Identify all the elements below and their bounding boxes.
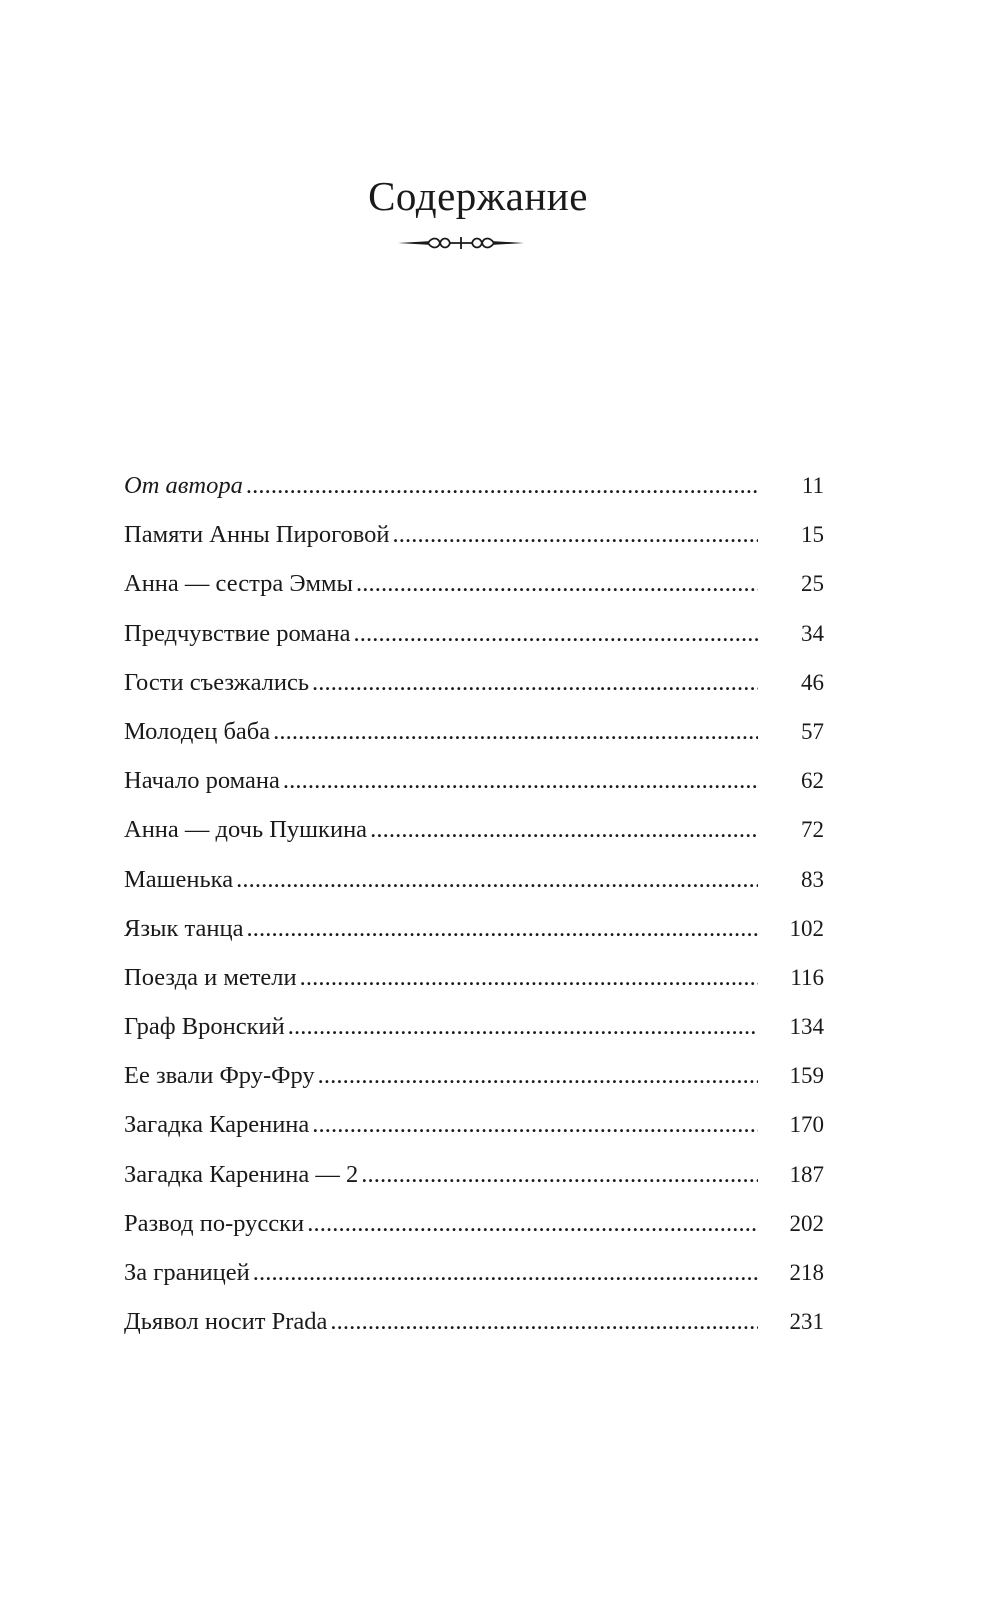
toc-entry-title: Загадка Каренина: [124, 1111, 310, 1139]
dot-leader: [304, 1206, 758, 1242]
dot-leader: [297, 960, 758, 996]
toc-entry: [124, 1009, 824, 1058]
dot-leader: [327, 1304, 758, 1340]
dot-leader: [358, 1157, 758, 1193]
toc-entry-title: Анна — дочь Пушкина: [124, 816, 368, 844]
toc-entry: [124, 1255, 824, 1304]
toc-entry-title: Загадка Каренина — 2: [124, 1160, 359, 1188]
dot-leader: [250, 1255, 758, 1291]
toc-entry-title: Машенька: [124, 865, 234, 893]
toc-entry-title: Граф Вронский: [124, 1013, 285, 1041]
toc-page-number: 170: [789, 1112, 824, 1138]
toc-entry-title: Начало романа: [124, 767, 280, 795]
toc-page-number: 34: [801, 620, 824, 646]
toc-page-number: 134: [789, 1014, 824, 1040]
dot-leader: [244, 911, 759, 947]
dot-leader: [353, 566, 758, 602]
toc-entry-title: Предчувствие романа: [124, 619, 351, 647]
toc-entry: [124, 714, 824, 763]
dot-leader: [309, 1107, 758, 1143]
toc-page-number: 72: [801, 817, 824, 843]
dot-leader: [285, 1009, 758, 1045]
toc-page-number: 46: [801, 669, 824, 695]
toc-entry-title: Поезда и метели: [124, 963, 297, 991]
toc-entry: [124, 517, 824, 566]
toc-entry-title: Гости съезжались: [124, 668, 310, 696]
toc-page-number: 159: [789, 1063, 824, 1089]
toc-entry-title: Ее звали Фру-Фру: [124, 1062, 315, 1090]
dot-leader: [315, 1058, 758, 1094]
toc-entry-title: Язык танца: [124, 914, 244, 942]
dot-leader: [233, 862, 758, 898]
toc-entry-title: Дьявол носит Prada: [124, 1308, 328, 1336]
toc-entry: [124, 1157, 824, 1206]
toc-entry: [124, 665, 824, 714]
toc-entry: [124, 862, 824, 911]
toc-page-number: 57: [801, 718, 824, 744]
toc-page-number: 218: [789, 1260, 824, 1285]
dot-leader: [390, 517, 758, 553]
toc-entry: [124, 468, 824, 517]
toc-page-number: 202: [789, 1210, 824, 1236]
toc-page-number: 187: [789, 1161, 824, 1187]
page-title: Содержание: [368, 173, 588, 219]
toc-entry: [124, 1304, 824, 1353]
toc-entry: [124, 763, 824, 812]
dot-leader: [309, 665, 758, 701]
toc-page-number: 102: [789, 915, 824, 941]
toc-entry-title: За границей: [124, 1259, 250, 1286]
dot-leader: [350, 616, 758, 652]
toc-entry: [124, 566, 824, 615]
toc-entry: [124, 1058, 824, 1107]
toc-entry: [124, 911, 824, 960]
toc-entry: [124, 616, 824, 665]
dot-leader: [270, 714, 758, 750]
toc-page-number: 25: [801, 571, 824, 597]
toc-entry: [124, 812, 824, 861]
toc-entry-title: Молодец баба: [124, 717, 271, 745]
toc-entry-title: Анна — сестра Эммы: [124, 570, 353, 598]
dot-leader: [367, 812, 758, 848]
toc-entry-title: От автора: [124, 472, 243, 499]
dot-leader: [243, 468, 758, 504]
toc-entry: [124, 960, 824, 1009]
fleuron-divider-icon: [398, 236, 524, 250]
table-of-contents: [124, 468, 824, 1353]
dot-leader: [280, 763, 758, 799]
toc-page-number: 116: [790, 964, 824, 990]
toc-page-number: 231: [789, 1309, 824, 1335]
toc-page-number: 15: [801, 522, 824, 548]
toc-entry-title: Развод по-русски: [124, 1209, 305, 1237]
toc-page-number: 83: [801, 866, 824, 892]
toc-entry-title: Памяти Анны Пироговой: [124, 521, 390, 549]
toc-page-number: 11: [801, 473, 824, 498]
toc-entry: [124, 1206, 824, 1255]
toc-page-number: 62: [801, 768, 824, 794]
toc-entry: [124, 1107, 824, 1156]
